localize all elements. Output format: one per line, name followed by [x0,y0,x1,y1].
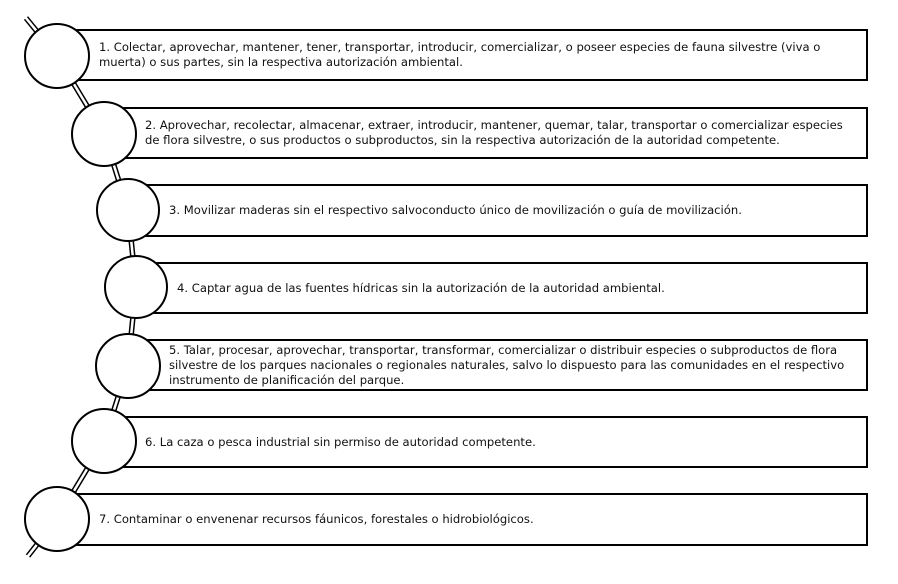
list-item-circle-6 [71,408,137,474]
list-item-text-6: 6. La caza o pesca industrial sin permiso de autoridad competente. [145,434,536,449]
list-item-circle-3 [96,178,160,242]
list-item-circle-1 [24,23,90,89]
list-item-text-3: 3. Movilizar maderas sin el respectivo salvoconducto único de movilización o guía de movilización. [169,203,742,217]
list-item-box-3 [145,184,868,237]
list-item-box-6 [121,416,868,468]
list-item-circle-5 [95,333,161,399]
list-item-box-2 [121,107,868,159]
list-item-circle-2 [71,101,137,167]
list-item-text-7: 7. Contaminar o envenenar recursos fáunicos, forestales o hidrobiológicos. [99,512,534,526]
list-item-circle-7 [24,486,90,552]
list-item-text-2: 2. Aprovechar, recolectar, almacenar, extraer, introducir, mantener, quemar, talar, transportar o comercializar especies de flora silvestre, o sus productos o subproductos, sin la respectiva autorización de la autoridad competente. [145,118,843,147]
list-item-box-7 [75,493,868,546]
list-item-text-5: 5. Talar, procesar, aprovechar, transportar, transformar, comercializar o distribuir especies o subproductos de flora silvestre de los parques nacionales o regionales naturales, salvo lo dispuesto para las comunidades en el respectivo instrumento de planificación del parque. [169,342,845,387]
list-item-text-1: 1. Colectar, aprovechar, mantener, tener, transportar, introducir, comercializar, o poseer especies de fauna silvestre (viva o muerta) o sus partes, sin la respectiva autorización ambiental. [99,40,821,69]
list-item-box-5 [145,339,868,391]
list-item-text-4: 4. Captar agua de las fuentes hídricas sin la autorización de la autoridad ambiental. [177,280,665,295]
list-item-circle-4 [104,255,168,319]
list-item-box-1 [75,29,868,81]
list-item-box-4 [153,262,868,314]
